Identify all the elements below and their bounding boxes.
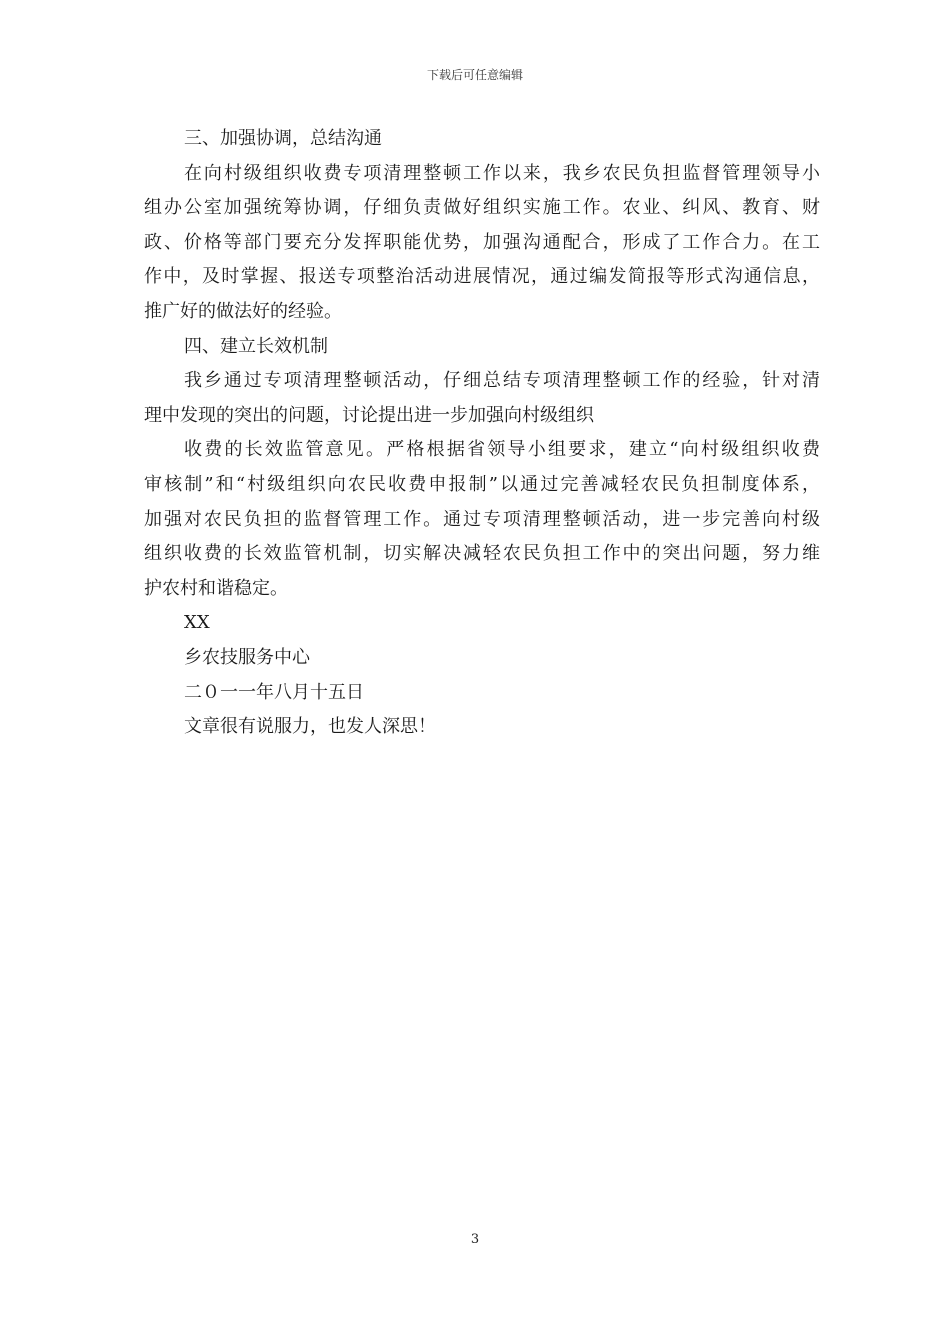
header-note: 下载后可任意编辑 <box>426 68 523 82</box>
page-number: 3 <box>470 1232 480 1247</box>
body-line: 三、加强协调，总结沟通 <box>184 128 382 149</box>
body-line: 组织收费的长效监管机制，切实解决减轻农民负担工作中的突出问题，努力维 <box>144 543 820 565</box>
document-body <box>144 122 820 745</box>
signature-organization: 乡农技服务中心 <box>184 646 310 668</box>
body-line: 收费的长效监管意见。严格根据省领导小组要求，建立“向村级组织收费 <box>184 439 820 461</box>
body-line: 四、建立长效机制 <box>184 335 328 357</box>
closing-comment: 文章很有说服力，也发人深思！ <box>184 716 436 738</box>
body-line: 政、价格等部门要充分发挥职能优势，加强沟通配合，形成了工作合力。在工 <box>144 231 820 253</box>
body-line: 在向村级组织收费专项清理整顿工作以来，我乡农民负担监督管理领导小 <box>184 162 820 184</box>
signature-date: 二０一一年八月十五日 <box>184 681 364 703</box>
body-line: 审核制”和“村级组织向农民收费申报制”以通过完善减轻农民负担制度体系， <box>144 473 820 495</box>
body-line: 作中，及时掌握、报送专项整治活动进展情况，通过编发简报等形式沟通信息， <box>144 266 820 288</box>
body-line: 我乡通过专项清理整顿活动，仔细总结专项清理整顿工作的经验，针对清 <box>184 370 820 392</box>
body-line: 推广好的做法好的经验。 <box>144 300 342 322</box>
body-line: 组办公室加强统筹协调，仔细负责做好组织实施工作。农业、纠风、教育、财 <box>144 197 820 219</box>
signature-name: XX <box>184 612 210 634</box>
body-line: 加强对农民负担的监督管理工作。通过专项清理整顿活动，进一步完善向村级 <box>144 508 820 530</box>
body-line: 护农村和谐稳定。 <box>144 577 288 599</box>
body-line: 理中发现的突出的问题，讨论提出进一步加强向村级组织 <box>144 404 594 426</box>
